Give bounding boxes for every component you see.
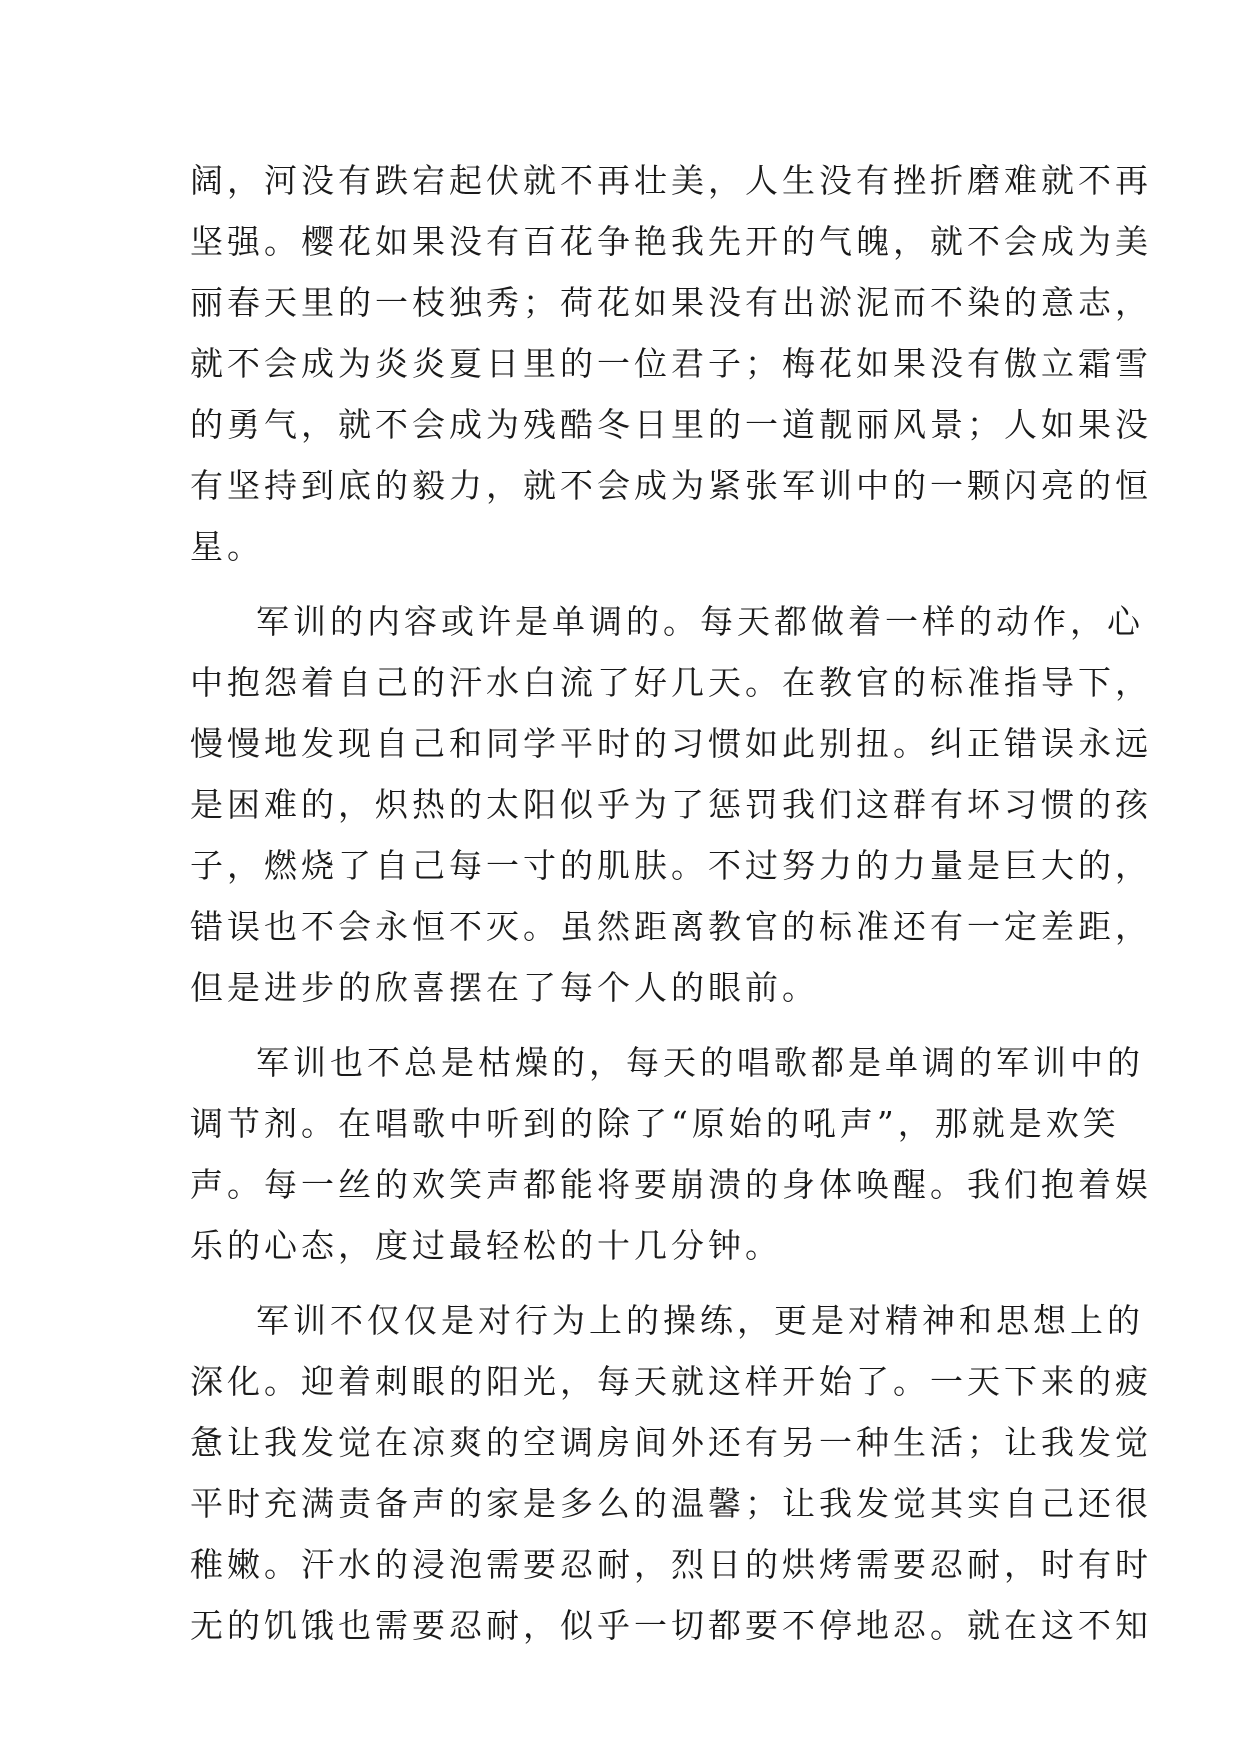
paragraph-3 (190, 1032, 1152, 1276)
text-line: 乐的心态，度过最轻松的十几分钟。 (190, 1226, 782, 1265)
text-line: 丽春天里的一枝独秀；荷花如果没有出淤泥而不染的意志， (190, 283, 1152, 322)
text-line: 慢慢地发现自己和同学平时的习惯如此别扭。纠正错误永远 (190, 724, 1152, 763)
text-line: 的勇气，就不会成为残酷冬日里的一道靓丽风景；人如果没 (190, 405, 1152, 444)
text-line: 军训也不总是枯燥的，每天的唱歌都是单调的军训中的 (256, 1043, 1144, 1082)
text-line: 惫让我发觉在凉爽的空调房间外还有另一种生活；让我发觉 (190, 1423, 1152, 1462)
text-line: 是困难的，炽热的太阳似乎为了惩罚我们这群有坏习惯的孩 (190, 785, 1152, 824)
body-text (190, 150, 1152, 1656)
text-line: 军训的内容或许是单调的。每天都做着一样的动作，心 (256, 602, 1144, 641)
text-line: 中抱怨着自己的汗水白流了好几天。在教官的标准指导下， (190, 663, 1152, 702)
text-line: 调节剂。在唱歌中听到的除了“原始的吼声”，那就是欢笑 (190, 1104, 1120, 1143)
text-line: 深化。迎着刺眼的阳光，每天就这样开始了。一天下来的疲 (190, 1362, 1152, 1401)
paragraph-4 (190, 1290, 1152, 1656)
paragraph-1 (190, 150, 1152, 577)
text-line: 稚嫩。汗水的浸泡需要忍耐，烈日的烘烤需要忍耐，时有时 (190, 1545, 1152, 1584)
text-line: 声。每一丝的欢笑声都能将要崩溃的身体唤醒。我们抱着娱 (190, 1165, 1152, 1204)
text-line: 军训不仅仅是对行为上的操练，更是对精神和思想上的 (256, 1301, 1144, 1340)
paragraph-2 (190, 591, 1152, 1018)
text-line: 就不会成为炎炎夏日里的一位君子；梅花如果没有傲立霜雪 (190, 344, 1152, 383)
text-line: 坚强。樱花如果没有百花争艳我先开的气魄，就不会成为美 (190, 222, 1152, 261)
text-line: 平时充满责备声的家是多么的温馨；让我发觉其实自己还很 (190, 1484, 1152, 1523)
text-line: 有坚持到底的毅力，就不会成为紧张军训中的一颗闪亮的恒 (190, 466, 1152, 505)
text-line: 无的饥饿也需要忍耐，似乎一切都要不停地忍。就在这不知 (190, 1606, 1152, 1645)
text-line: 子，燃烧了自己每一寸的肌肤。不过努力的力量是巨大的， (190, 846, 1152, 885)
text-line: 错误也不会永恒不灭。虽然距离教官的标准还有一定差距， (190, 907, 1152, 946)
text-line: 但是进步的欣喜摆在了每个人的眼前。 (190, 968, 819, 1007)
text-line: 阔，河没有跌宕起伏就不再壮美，人生没有挫折磨难就不再 (190, 161, 1152, 200)
text-line: 星。 (190, 527, 264, 566)
